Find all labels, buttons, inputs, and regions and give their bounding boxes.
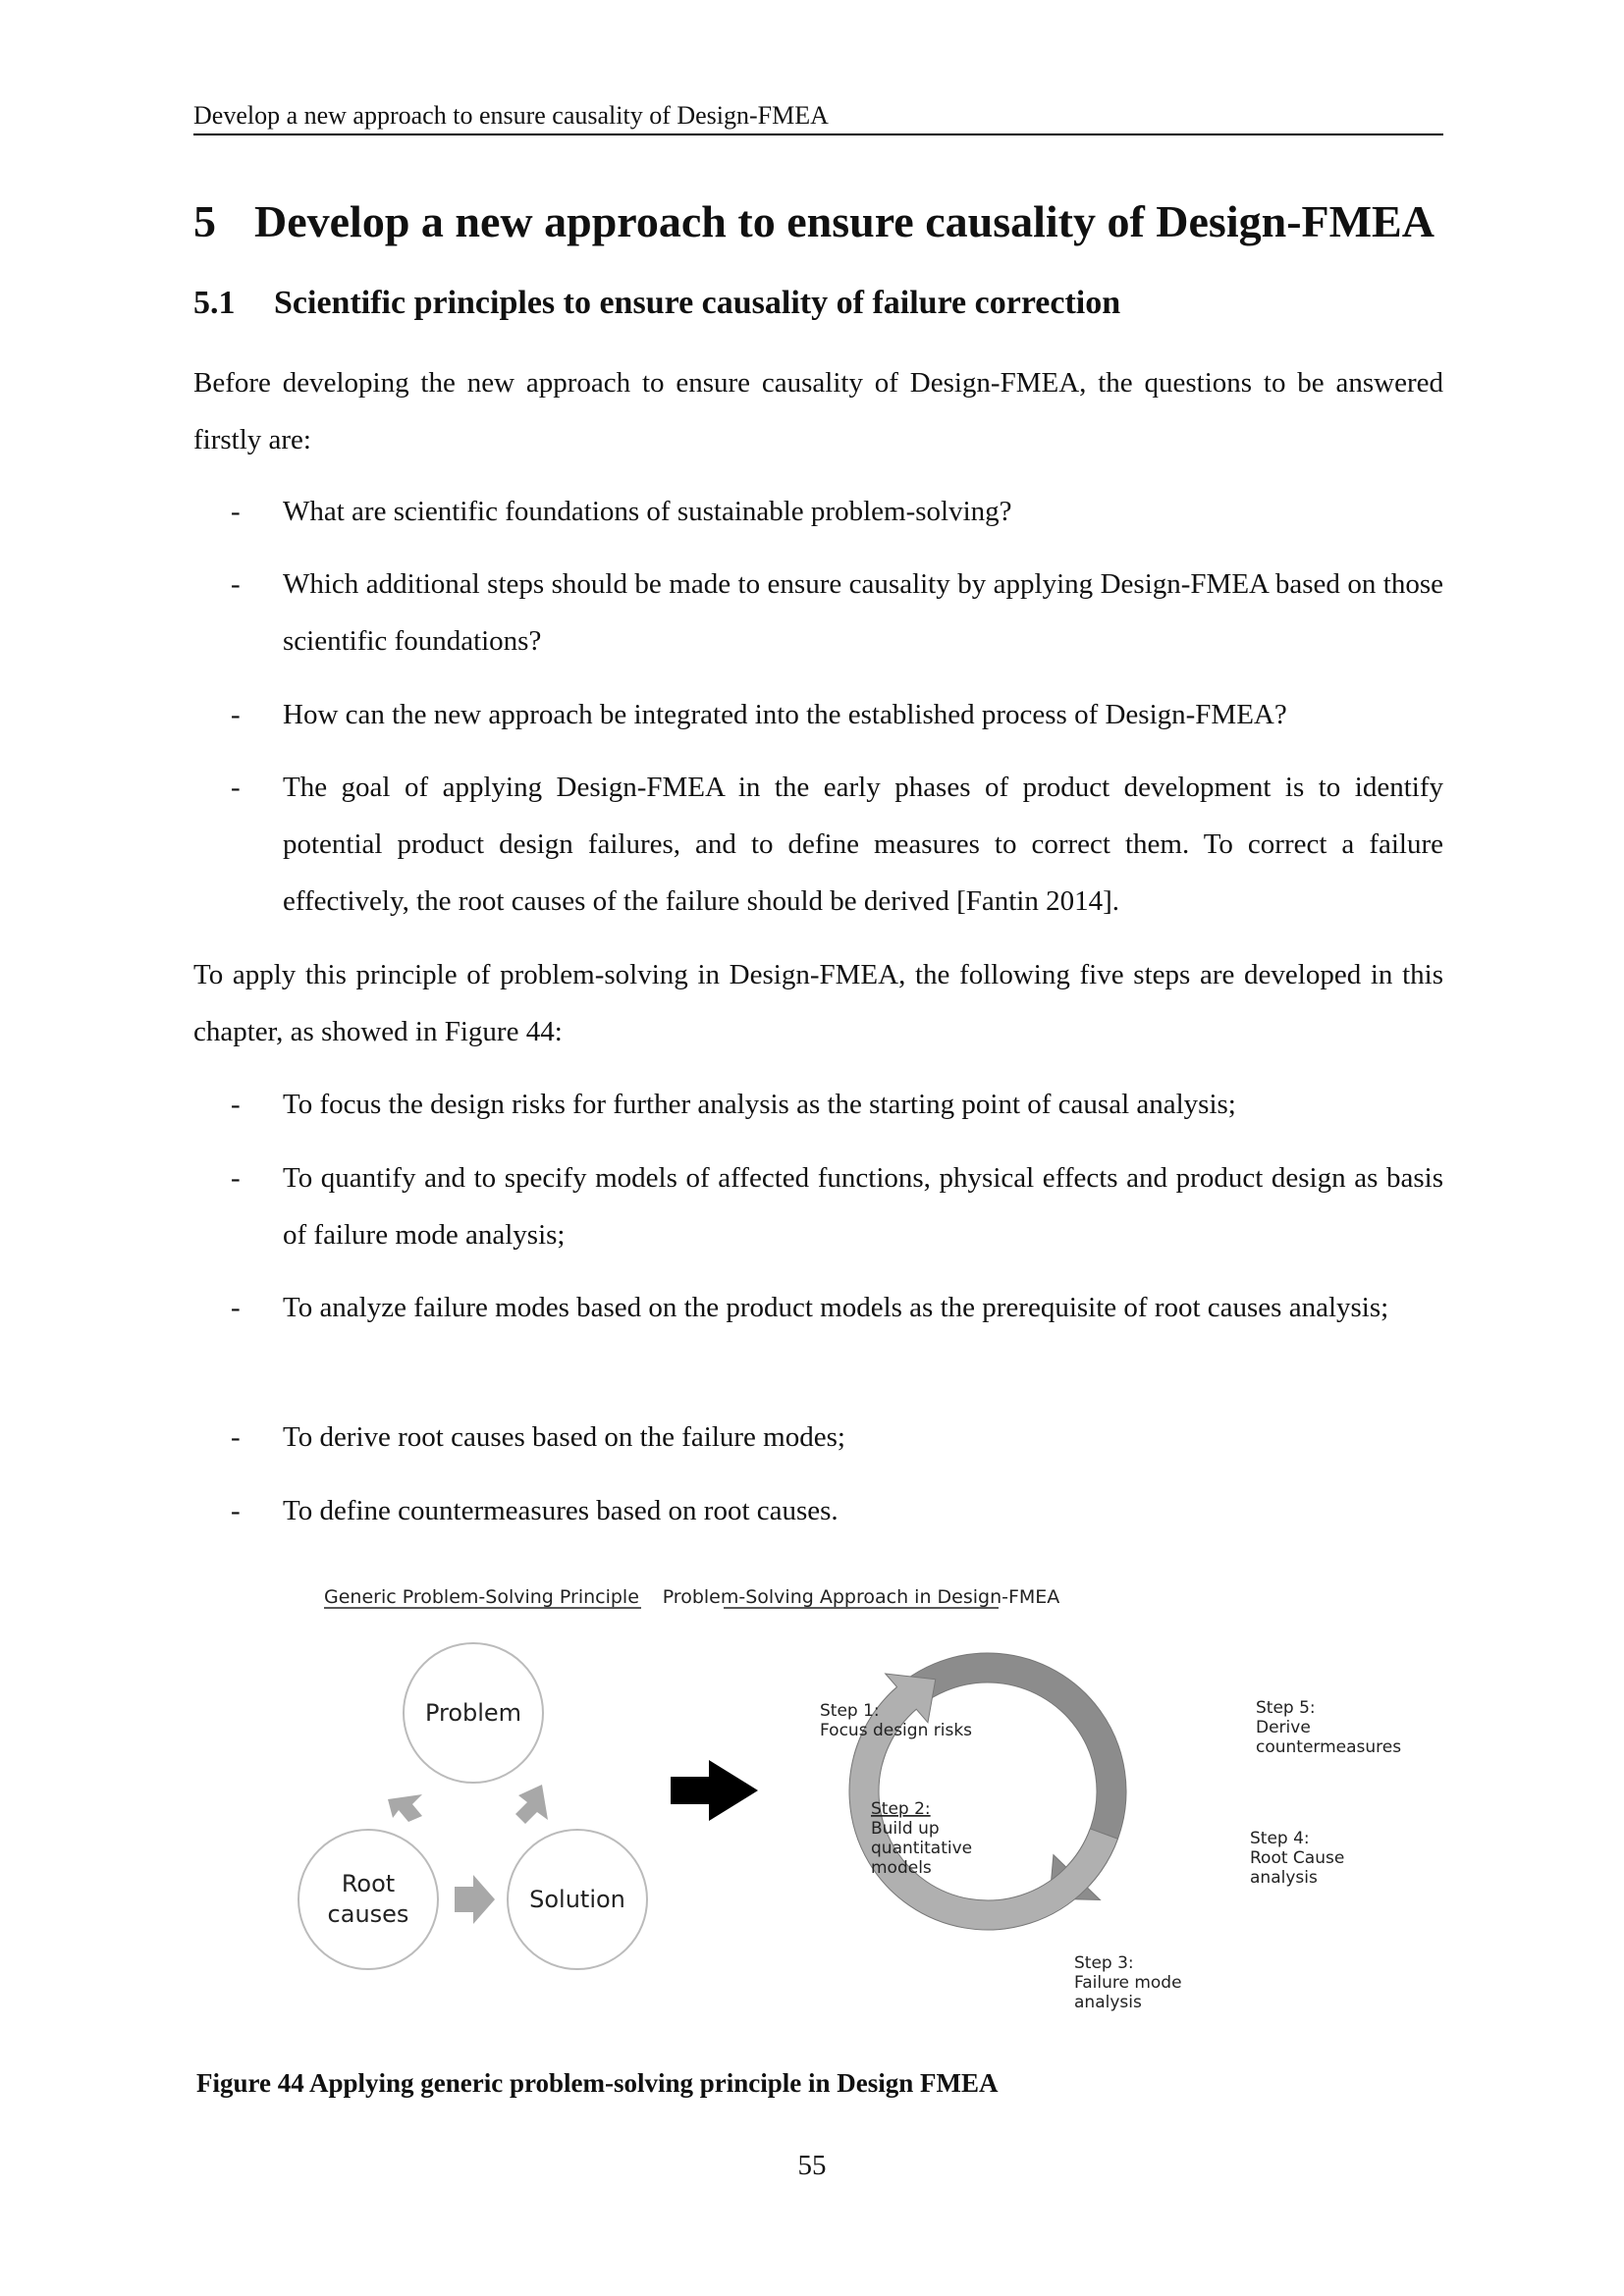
step2-label: quantitative bbox=[871, 1839, 973, 1858]
left-diagram-title: Generic Problem-Solving Principle bbox=[324, 1586, 639, 1608]
section-heading bbox=[193, 281, 1120, 326]
step-item: - To focus the design risks for further analysis as the starting point of causal analysis; bbox=[193, 1076, 1443, 1133]
question-item: - How can the new approach be integrated into the established process of Design-FMEA? bbox=[193, 686, 1443, 743]
step4-label: Root Cause bbox=[1250, 1848, 1345, 1868]
transition-arrow-icon bbox=[671, 1760, 758, 1821]
running-header: Develop a new approach to ensure causality of Design-FMEA bbox=[193, 98, 1443, 135]
step4-label: Step 4: bbox=[1250, 1829, 1310, 1848]
step5-label: Step 5: bbox=[1256, 1698, 1316, 1718]
step5-label: countermeasures bbox=[1256, 1737, 1402, 1757]
chapter-heading bbox=[193, 192, 1435, 251]
steps-paragraph: To apply this principle of problem-solving in Design-FMEA, the following five steps are developed in this chapter, as showed in Figure 44: bbox=[193, 959, 1443, 1047]
figure-caption: Figure 44 Applying generic problem-solving principle in Design FMEA bbox=[196, 2068, 999, 2098]
question-text: What are scientific foundations of sustainable problem-solving? bbox=[283, 496, 1012, 527]
step-text: To analyze failure modes based on the product models as the prerequisite of root causes analysis; bbox=[283, 1292, 1389, 1323]
right-diagram-title: Problem-Solving Approach in Design-FMEA bbox=[662, 1586, 1060, 1608]
question-text: Which additional steps should be made to ensure causality by applying Design-FMEA based on those scientific foundations? bbox=[283, 568, 1443, 657]
step2-label: Step 2: bbox=[871, 1799, 931, 1819]
step-item: - To analyze failure modes based on the product models as the prerequisite of root causes analysis; bbox=[193, 1279, 1443, 1336]
question-text: How can the new approach be integrated into the established process of Design-FMEA? bbox=[283, 699, 1287, 730]
step5-label: Derive bbox=[1256, 1718, 1311, 1737]
chapter-title: Develop a new approach to ensure causality of Design-FMEA bbox=[254, 196, 1435, 246]
question-item: - What are scientific foundations of sustainable problem-solving? bbox=[193, 483, 1443, 540]
chapter-number: 5 bbox=[193, 196, 216, 246]
step-item: - To derive root causes based on the failure modes; bbox=[193, 1409, 1443, 1466]
step-item: - To quantify and to specify models of affected functions, physical effects and product design as basis of failure mode analysis; bbox=[193, 1149, 1443, 1263]
step2-label: models bbox=[871, 1858, 932, 1878]
step-text: To focus the design risks for further analysis as the starting point of causal analysis; bbox=[283, 1089, 1236, 1120]
step-text: To quantify and to specify models of affected functions, physical effects and product design as basis of failure mode analysis; bbox=[283, 1162, 1443, 1251]
section-number: 5.1 bbox=[193, 285, 236, 321]
arrow-problem-to-root-icon bbox=[388, 1794, 422, 1822]
step1-label: Step 1: bbox=[820, 1701, 880, 1721]
arrow-root-to-solution-icon bbox=[455, 1875, 495, 1924]
step3-label: Step 3: bbox=[1074, 1953, 1134, 1973]
problem-label: Problem bbox=[424, 1699, 522, 1727]
page-number: 55 bbox=[797, 2150, 827, 2181]
solution-label: Solution bbox=[529, 1886, 625, 1913]
question-item: - Which additional steps should be made to ensure causality by applying Design-FMEA based on those scientific foundations? bbox=[193, 556, 1443, 669]
step1-label: Focus design risks bbox=[820, 1721, 973, 1740]
step-text: To define countermeasures based on root causes. bbox=[283, 1495, 839, 1526]
step3-label: Failure mode bbox=[1074, 1973, 1182, 1993]
question-item: - The goal of applying Design-FMEA in the early phases of product development is to identify potential product design failures, and to define measures to correct them. To correct a failure effectively, the root causes of the failure should be derived [Fantin 2014]. bbox=[193, 759, 1443, 930]
step-item: - To define countermeasures based on root causes. bbox=[193, 1482, 1443, 1539]
section-title: Scientific principles to ensure causality of failure correction bbox=[274, 285, 1121, 321]
step4-label: analysis bbox=[1250, 1868, 1318, 1888]
root-causes-label: causes bbox=[327, 1900, 409, 1928]
step2-label: Build up bbox=[871, 1819, 940, 1839]
root-causes-label: Root bbox=[341, 1870, 396, 1897]
step3-label: analysis bbox=[1074, 1993, 1142, 2012]
problem-solving-figure bbox=[285, 1580, 1443, 2032]
question-text: The goal of applying Design-FMEA in the early phases of product development is to identify potential product design failures, and to define measures to correct them. To correct a failure effectively, the root causes of the failure should be derived [Fantin 2014]. bbox=[283, 772, 1443, 917]
intro-paragraph: Before developing the new approach to ensure causality of Design-FMEA, the questions to be answered firstly are: bbox=[193, 367, 1443, 455]
arrow-solution-to-problem-icon bbox=[515, 1785, 548, 1824]
root-causes-node bbox=[298, 1830, 438, 1969]
step-text: To derive root causes based on the failure modes; bbox=[283, 1421, 845, 1453]
